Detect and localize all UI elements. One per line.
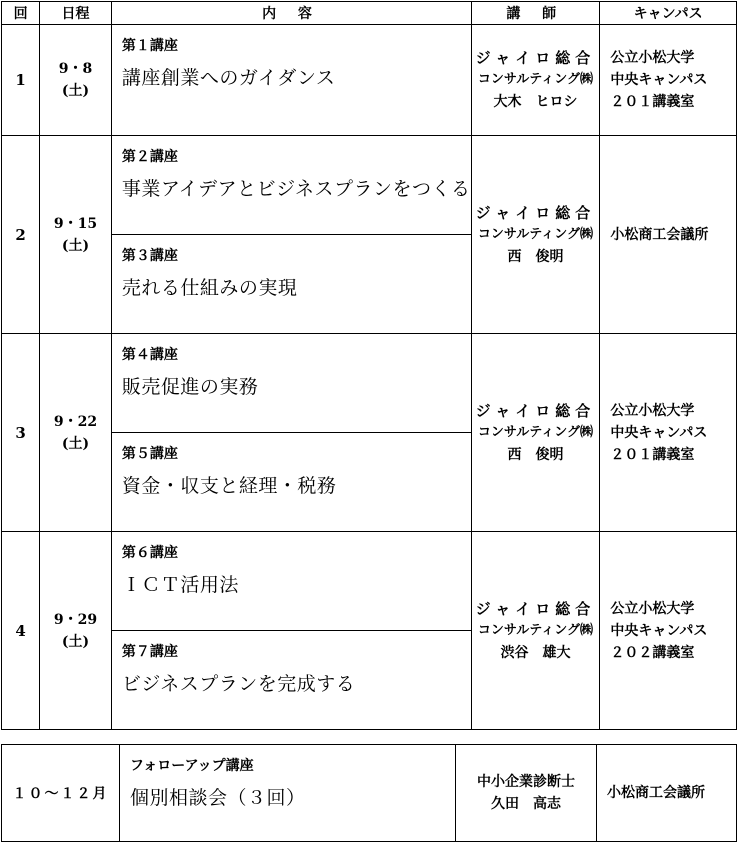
session-title: 事業アイデアとビジネスプランをつくる xyxy=(121,178,471,200)
session-label: 第６講座 xyxy=(121,545,178,561)
instructor-firm: ジャイロ総合 xyxy=(475,401,596,420)
day-text: (土) xyxy=(61,83,90,99)
session-label: 第７講座 xyxy=(121,644,178,660)
session-title: ＩＣＴ活用法 xyxy=(121,574,239,596)
round-number: 4 xyxy=(2,532,40,730)
session-label: 第２講座 xyxy=(121,149,178,165)
round-number: 2 xyxy=(2,136,40,334)
header-instructor: 講 師 xyxy=(471,2,600,25)
header-campus: キャンパス xyxy=(600,2,737,25)
session-cell xyxy=(111,631,471,730)
schedule-table xyxy=(1,1,737,730)
followup-instructor-cell xyxy=(456,745,597,842)
instructor-firm-type: コンサルティング㈱ xyxy=(477,424,593,440)
header-row xyxy=(2,2,737,25)
session-cell xyxy=(111,235,471,334)
instructor-name: 大木 ヒロシ xyxy=(493,94,578,110)
table-row xyxy=(2,136,737,235)
date-text: 9・8 xyxy=(58,61,93,77)
day-text: (土) xyxy=(61,435,90,452)
date-cell xyxy=(40,25,112,136)
instructor-firm: ジャイロ総合 xyxy=(475,49,596,67)
session-cell xyxy=(111,532,471,631)
campus-cell xyxy=(600,334,737,532)
followup-table xyxy=(1,744,737,842)
instructor-name: 渋谷 雄大 xyxy=(500,644,571,661)
date-text: 9・22 xyxy=(53,413,98,430)
instructor-firm-type: コンサルティング㈱ xyxy=(477,226,593,242)
session-title: 売れる仕組みの実現 xyxy=(121,277,298,299)
campus-line: 公立小松大学 xyxy=(610,600,695,617)
round-number: 1 xyxy=(2,25,40,136)
instructor-cell xyxy=(471,136,600,334)
session-cell xyxy=(111,433,471,532)
instructor-cell xyxy=(471,532,600,730)
campus-line: 公立小松大学 xyxy=(610,402,695,419)
date-text: 9・15 xyxy=(53,215,98,232)
day-text: (土) xyxy=(61,633,90,650)
session-title: 販売促進の実務 xyxy=(121,376,259,398)
session-title: 個別相談会（３回） xyxy=(130,787,306,809)
campus-line: ２０１講義室 xyxy=(610,94,695,110)
date-cell xyxy=(40,532,112,730)
session-label: 第５講座 xyxy=(121,446,178,462)
campus-line: 小松商工会議所 xyxy=(610,226,709,243)
session-label: 第１講座 xyxy=(121,38,178,54)
campus-line: 小松商工会議所 xyxy=(607,785,705,801)
header-round: 回 xyxy=(2,2,40,25)
session-label: フォローアップ講座 xyxy=(130,758,254,774)
session-title: 資金・収支と経理・税務 xyxy=(121,475,337,497)
followup-session-cell xyxy=(120,745,456,842)
session-title: ビジネスプランを完成する xyxy=(121,673,356,695)
instructor-cell xyxy=(471,25,600,136)
instructor-cell xyxy=(471,334,600,532)
instructor-name: 西 俊明 xyxy=(507,248,564,265)
instructor-firm: ジャイロ総合 xyxy=(475,203,596,222)
date-cell xyxy=(40,136,112,334)
session-label: 第３講座 xyxy=(121,248,178,264)
header-content: 内 容 xyxy=(111,2,471,25)
session-title: 講座創業へのガイダンス xyxy=(121,67,336,89)
date-text: 9・29 xyxy=(53,611,98,628)
campus-cell xyxy=(600,532,737,730)
followup-campus-cell xyxy=(597,745,737,842)
instructor-firm: ジャイロ総合 xyxy=(475,599,596,618)
day-text: (土) xyxy=(61,237,90,254)
campus-line: 公立小松大学 xyxy=(610,50,695,66)
campus-line: ２０１講義室 xyxy=(610,446,695,463)
header-schedule: 日程 xyxy=(40,2,112,25)
date-cell xyxy=(40,334,112,532)
campus-line: ２０２講義室 xyxy=(610,644,695,661)
instructor-firm-type: コンサルティング㈱ xyxy=(477,622,593,638)
campus-cell xyxy=(600,136,737,334)
instructor-firm-type: コンサルティング㈱ xyxy=(477,72,593,87)
campus-line: 中央キャンパス xyxy=(610,622,708,639)
table-row xyxy=(2,532,737,631)
session-cell xyxy=(111,136,471,235)
round-number: 3 xyxy=(2,334,40,532)
campus-cell xyxy=(600,25,737,136)
instructor-name: 久田 高志 xyxy=(491,796,561,812)
session-cell xyxy=(111,334,471,433)
instructor-title: 中小企業診断士 xyxy=(477,774,575,790)
instructor-name: 西 俊明 xyxy=(507,446,564,463)
table-row xyxy=(2,25,737,136)
followup-date: １０～１２月 xyxy=(2,745,120,842)
session-label: 第４講座 xyxy=(121,347,178,363)
campus-line: 中央キャンパス xyxy=(610,424,708,441)
session-cell xyxy=(111,25,471,136)
campus-line: 中央キャンパス xyxy=(610,72,708,88)
table-row xyxy=(2,334,737,433)
table-row xyxy=(2,745,737,842)
